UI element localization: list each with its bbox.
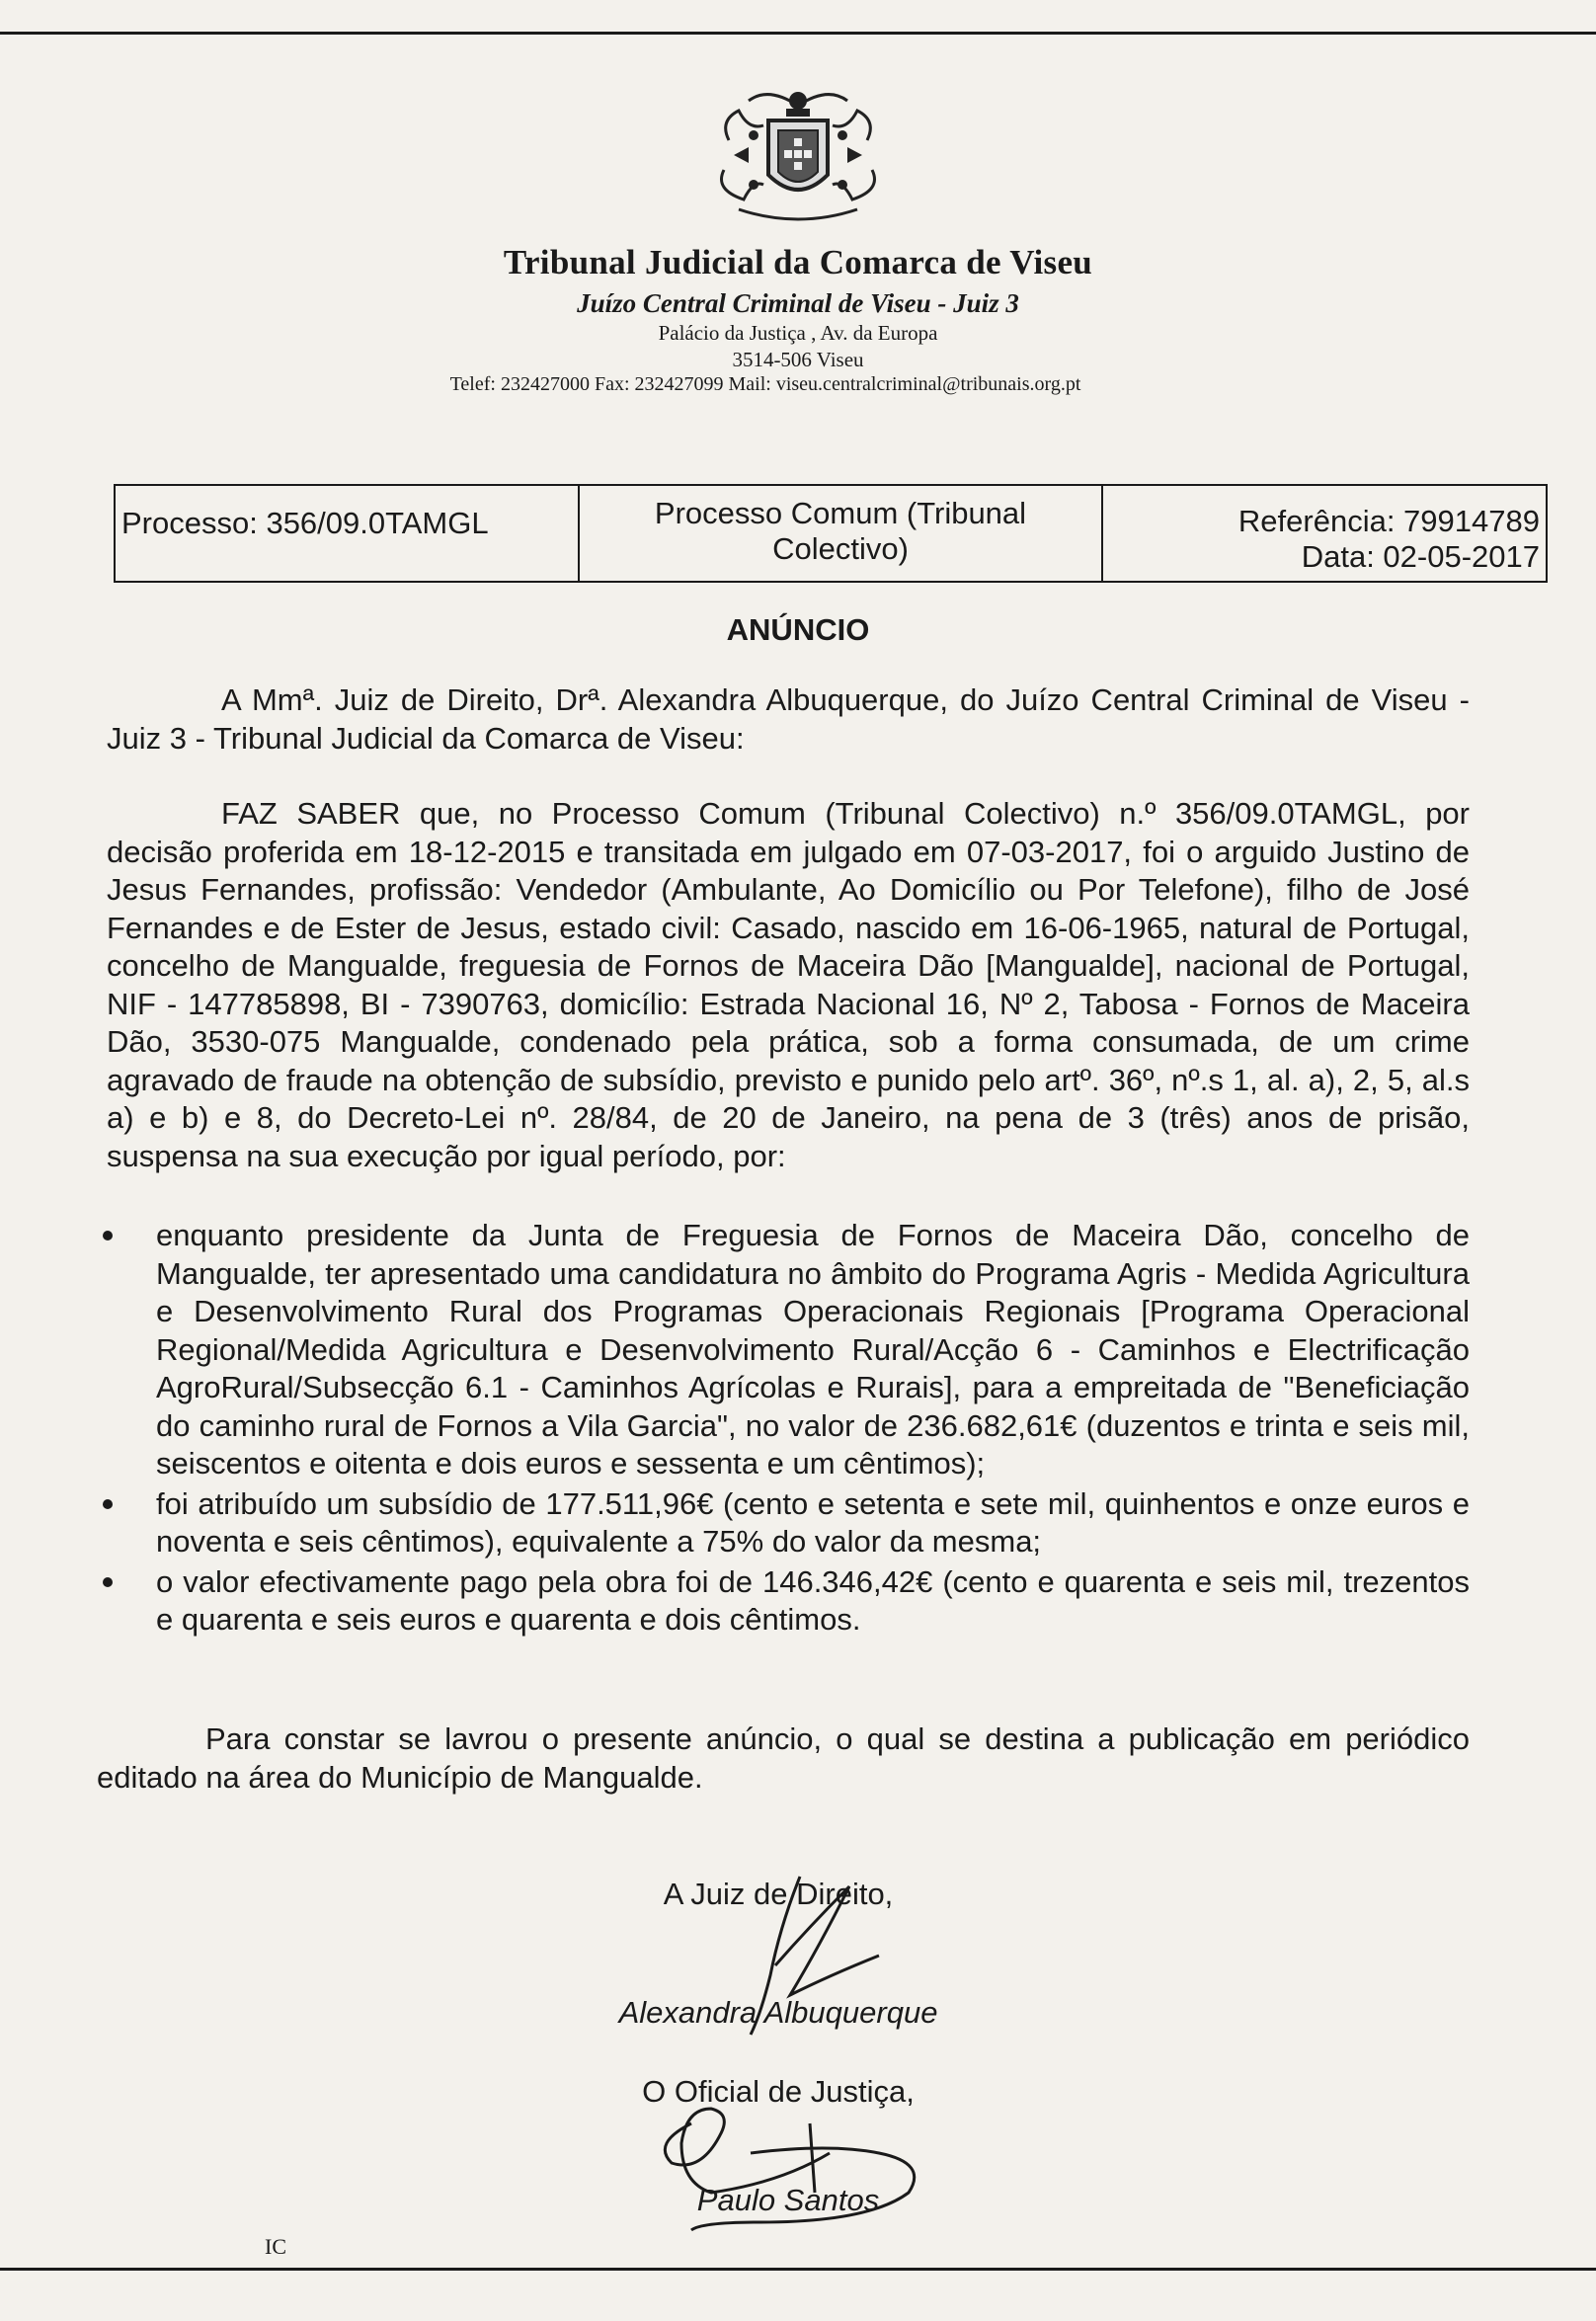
judge-title: A Juiz de Direito, [663,1877,894,1911]
footer-mark: IC [265,2234,286,2259]
reference-box [114,484,1548,583]
main-paragraph: FAZ SABER que, no Processo Comum (Tribunal Colectivo) n.º 356/09.0TAMGL, por decisão proferida em 18-12-2015 e transitada em julgado em 07-03-2017, foi o arguido Justino de Jesus Fernandes, profissão: Vendedor (Ambulante, Ao Domicílio ou Por Telefone), filho de José Fernandes e de Ester de Jesus, estado civil: Casado, nascido em 16-06-1965, natural de Portugal, concelho de Mangualde, freguesia de Fornos de Maceira Dão [Mangualde], nacional de Portugal, NIF - 147785898, BI - 7390763, domicílio: Estrada Nacional 16, Nº 2, Tabosa - Fornos de Maceira Dão, 3530-075 Mangualde, condenado pela prática, sob a forma consumada, de um crime agravado de fraude na obtenção de subsídio, previsto e punido pelo artº. 36º, nº.s 1, al. a), 2, 5, al.s a) e b) e 8, do Decreto-Lei nº. 28/84, de 20 de Janeiro, na pena de 3 (três) anos de prisão, suspensa na sua execução por igual período, por: [107,796,1470,1173]
processo-cell: Processo: 356/09.0TAMGL [116,486,580,581]
referencia-number: Referência: 79914789 [1237,504,1540,538]
document-title: ANÚNCIO [726,612,870,647]
reference-cell [1103,486,1546,581]
juizo-name: Juízo Central Criminal de Viseu - Juiz 3 [577,288,1019,318]
officer-name: Paulo Santos [696,2183,880,2217]
officer-title: O Oficial de Justiça, [642,2074,915,2109]
tipo-line-1: Processo Comum (Tribunal [654,496,1027,530]
tipo-cell [580,486,1103,581]
judge-name: Alexandra Albuquerque [618,1995,938,2030]
closing-paragraph: Para constar se lavrou o presente anúncio, o qual se destina a publicação em periódico editado na área do Município de Mangualde. [97,1721,1470,1795]
intro-paragraph: A Mmª. Juiz de Direito, Drª. Alexandra Albuquerque, do Juízo Central Criminal de Viseu - Juiz 3 - Tribunal Judicial da Comarca de Viseu: [107,682,1470,756]
list-item [99,1563,1470,1640]
bullet-icon [103,1499,113,1509]
bullet-icon [103,1577,113,1587]
list-item-text: enquanto presidente da Junta de Freguesia de Fornos de Maceira Dão, concelho de Mangualde, ter apresentado uma candidatura no âmbito do Programa Agris - Medida Agricultura e Desenvolvimento Rural dos Programas Operacionais Regionais [Programa Operacional Regional/Medida Agricultura e Desenvolvimento Rural/Acção 6 - Caminhos e Electrificação AgroRural/Subsecção 6.1 - Caminhos Agrícolas e Rurais], para a empreitada de "Beneficiação do caminho rural de Fornos a Vila Garcia", no valor de 236.682,61€ (duzentos e trinta e seis mil, seiscentos e oitenta e dois euros e sessenta e um cêntimos); [156,1218,1470,1481]
bottom-rule [0,2268,1596,2271]
list-item [99,1217,1470,1483]
coat-of-arms-icon [709,81,887,227]
address-line-2: 3514-506 Viseu [732,348,864,371]
top-rule [0,32,1596,35]
document-date: Data: 02-05-2017 [1301,539,1540,574]
tipo-line-2: Colectivo) [772,531,909,566]
address-line-1: Palácio da Justiça , Av. da Europa [658,321,938,345]
list-item [99,1485,1470,1561]
list-item-text: o valor efectivamente pago pela obra foi de 146.346,42€ (cento e quarenta e seis mil, trezentos e quarenta e seis euros e quarenta e dois cêntimos. [156,1563,1470,1637]
court-name: Tribunal Judicial da Comarca de Viseu [503,243,1093,281]
contact-line: Telef: 232427000 Fax: 232427099 Mail: viseu.centralcriminal@tribunais.org.pt [449,373,1081,395]
list-item-text: foi atribuído um subsídio de 177.511,96€ (cento e setenta e sete mil, quinhentos e onze euros e noventa e seis cêntimos), equivalente a 75% do valor da mesma; [156,1485,1470,1559]
grounds-list [99,1217,1470,1641]
bullet-icon [103,1231,113,1241]
